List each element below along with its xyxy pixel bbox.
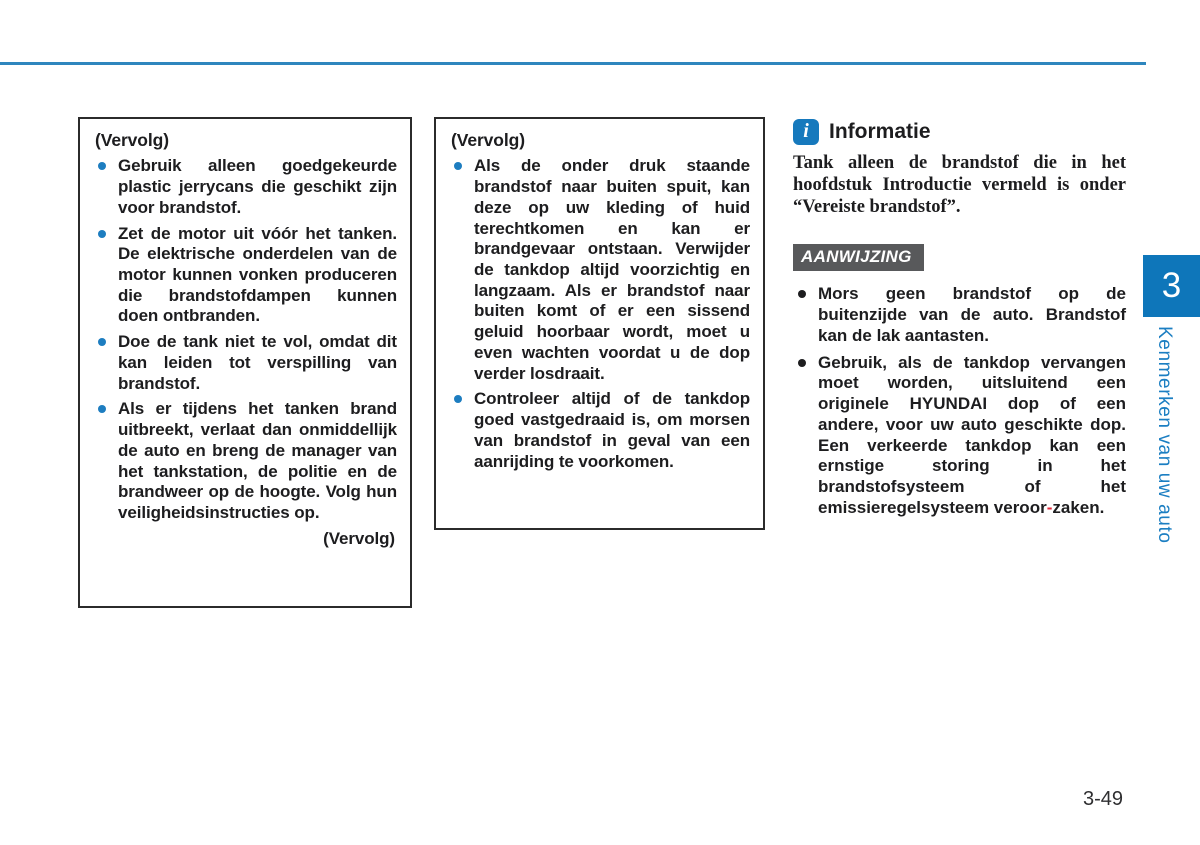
bullet-text: Doe de tank niet te vol, omdat dit kan leiden tot verspilling van brandstof.	[118, 332, 397, 393]
bullet-text: Controleer altijd of de tankdop goed vastgedraaid is, om morsen van brandstof in geval van een aanrijding te voorkomen.	[474, 389, 750, 471]
information-title: Informatie	[829, 120, 931, 143]
bullet-icon	[454, 395, 462, 403]
chapter-tab: 3	[1143, 255, 1200, 317]
bullet-text: Gebruik alleen goedgekeurde plastic jerrycans die geschikt zijn voor brandstof.	[118, 156, 397, 217]
bullet-icon	[98, 230, 106, 238]
list-item	[449, 156, 750, 384]
page-number: 3-49	[1082, 788, 1124, 810]
bullet-icon	[98, 162, 106, 170]
bullet-icon	[798, 359, 806, 367]
bullet-text-part: zaken.	[1052, 497, 1105, 517]
list-item	[93, 224, 397, 328]
bullet-text: Als de onder druk staande brandstof naar buiten spuit, kan deze op uw kleding of huid terechtkomen en kan er brandgevaar ontstaan. Verwijder de tankdop altijd voorzichtig en langzaam. Als er brandstof naar buiten komt of er een sissend geluid hoorbaar wordt, moet u even wachten voordat u de dop verder losdraait.	[474, 156, 750, 383]
red-hyphen: -	[1046, 497, 1053, 517]
information-body: Tank alleen de brandstof die in het hoofdstuk Introductie vermeld is onder “Vereiste brandstof”.	[793, 153, 1126, 217]
box-header: (Vervolg)	[451, 130, 525, 150]
list-item	[93, 332, 397, 394]
information-header	[793, 119, 1126, 145]
warning-box-middle	[434, 117, 765, 530]
bullet-text: Als er tijdens het tanken brand uitbreekt, verlaat dan onmiddellijk de auto en breng de manager van het tankstation, de politie en de brandweer op de hoogte. Volg hun veiligheidsinstructies op.	[118, 399, 397, 523]
notice-list	[793, 284, 1126, 518]
list-item	[793, 284, 1126, 346]
bullet-icon	[798, 290, 806, 298]
bullet-text: Zet de motor uit vóór het tanken. De elektrische onderdelen van de motor kunnen vonken produceren die brandstofdampen kunnen doen ontbranden.	[118, 223, 397, 326]
list-item	[449, 389, 750, 472]
list-item	[93, 156, 397, 218]
info-column	[793, 119, 1126, 525]
info-icon: i	[793, 119, 819, 145]
bullet-icon	[454, 162, 462, 170]
bullet-text: Mors geen brandstof op de buitenzijde van de auto. Brandstof kan de lak aantasten.	[818, 284, 1126, 345]
list-item	[93, 399, 397, 523]
notice-badge: AANWIJZING	[793, 244, 924, 271]
list-item	[793, 353, 1126, 519]
bullet-icon	[98, 405, 106, 413]
bullet-text	[818, 353, 1126, 517]
header-rule	[0, 62, 1146, 65]
box-footer: (Vervolg)	[323, 528, 395, 548]
box-header: (Vervolg)	[95, 130, 169, 150]
chapter-title-vertical: Kenmerken van uw auto	[1154, 326, 1175, 544]
bullet-icon	[98, 338, 106, 346]
warning-box-left	[78, 117, 412, 608]
bullet-text-part: Gebruik, als de tankdop vervangen moet worden, uitsluitend een originele HYUNDAI dop of een andere, voor uw auto geschikte dop. Een verkeerde tankdop kan een ernstige storing in het brandstofsysteem of het emissieregelsysteem veroor	[818, 352, 1126, 517]
